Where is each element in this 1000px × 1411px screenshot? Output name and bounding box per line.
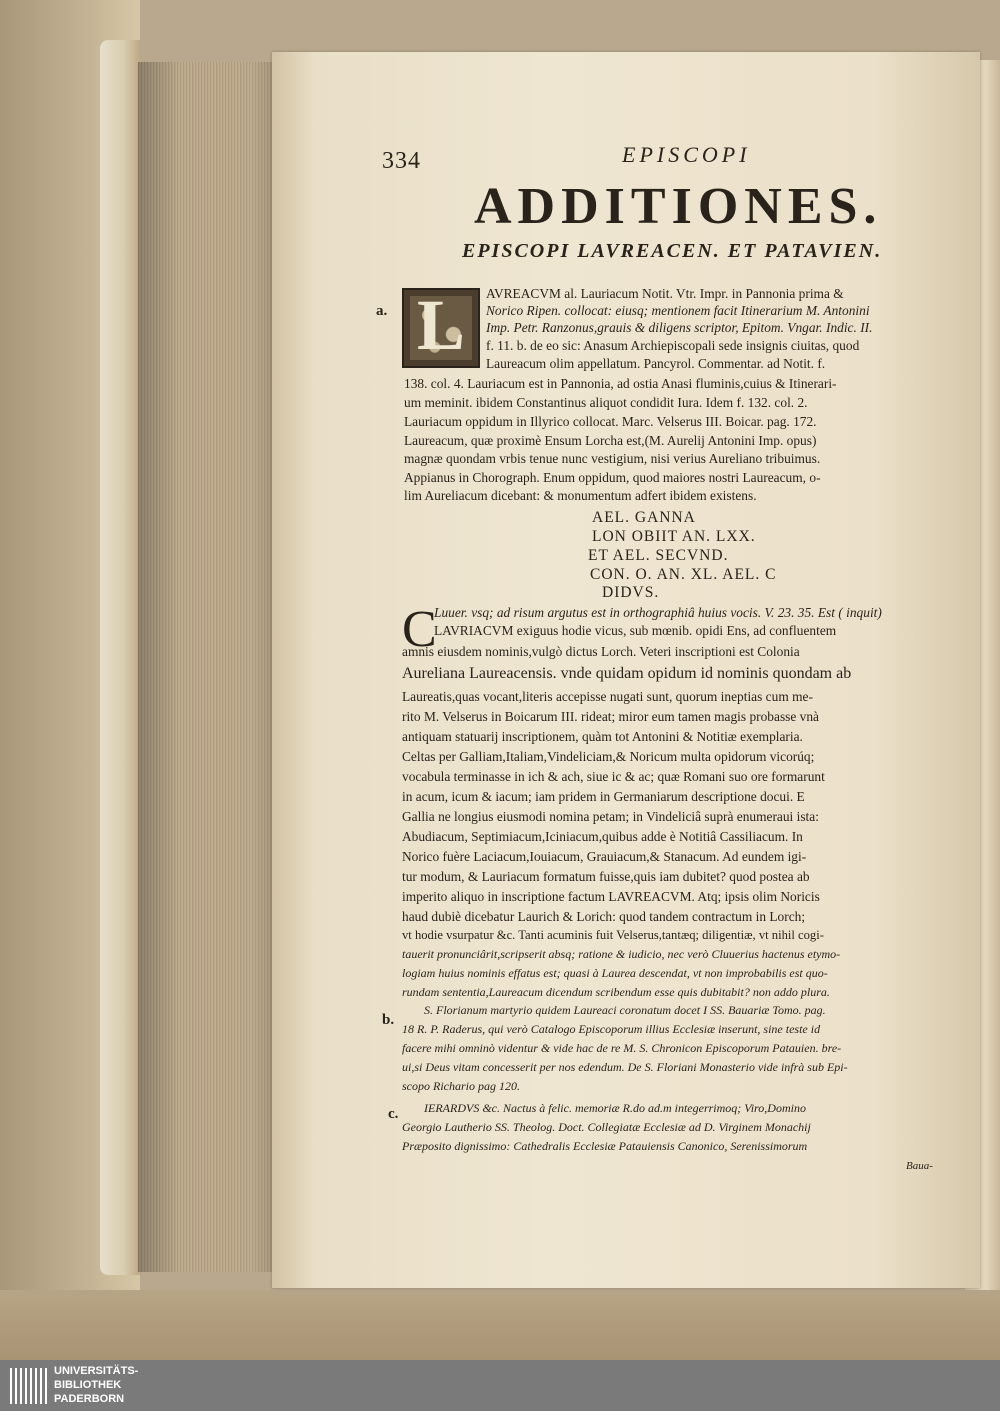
para-c-line: tur modum, & Lauriacum formatum fuisse,quis iam dubitet? quod postea ab bbox=[402, 869, 810, 884]
inscription-line: ET AEL. SECVND. bbox=[588, 547, 729, 564]
catchword: Baua- bbox=[906, 1160, 933, 1172]
margin-note-a: a. bbox=[376, 303, 388, 319]
para-c2-line: Georgio Lautherio SS. Theolog. Doct. Collegiatæ Ecclesiæ ad D. Virginem Monachij bbox=[402, 1120, 811, 1134]
inscription-line: DIDVS. bbox=[602, 584, 660, 601]
para-c2-line: Præposito dignissimo: Cathedralis Ecclesiæ Patauiensis Canonico, Serenissimorum bbox=[402, 1139, 808, 1153]
page-stack-edge bbox=[138, 62, 280, 1272]
para-c2-line: IERARDVS &c. Nactus à felic. memoriæ R.do ad.m integerrimoq; Viro,Domino bbox=[424, 1101, 806, 1115]
para-c-line: in acum, icum & iacum; iam pridem in Germaniarum descriptione docui. E bbox=[402, 789, 805, 804]
para-a-line: Laureacum, quæ proximè Ensum Lorcha est,(M. Aurelij Antonini Imp. opus) bbox=[404, 433, 817, 448]
para-a-line: Norico Ripen. collocat: eiusq; mentionem facit Itinerarium M. Antonini bbox=[486, 303, 870, 318]
para-c-line: Luuer. vsq; ad risum argutus est in orthographiâ huius vocis. V. 23. 35. Est ( inquit) bbox=[434, 605, 882, 620]
para-a-line: um meminit. ibidem Constantinus aliquot condidit Iura. Idem f. 132. col. 2. bbox=[404, 395, 808, 410]
para-a-line: AVREACVM al. Lauriacum Notit. Vtr. Impr. in Pannonia prima & bbox=[486, 286, 844, 301]
decorated-initial bbox=[402, 285, 480, 368]
para-b-line: facere mihi omninò videntur & vide hac de re M. S. Chronicon Episcoporum Patauien. bre- bbox=[402, 1041, 842, 1055]
scan-bottom-background bbox=[0, 1290, 1000, 1360]
para-c-line: amnis eiusdem nominis,vulgò dictus Lorch. Veteri inscriptioni est Colonia bbox=[402, 644, 800, 659]
para-c-line: Laureatis,quas vocant,literis accepisse nugati sunt, quorum ineptias cum me- bbox=[402, 689, 813, 704]
para-a-line: magnæ quondam vrbis tenue nunc vestigium, nisi verius Aureliano tribuimus. bbox=[404, 451, 821, 466]
para-c-line: Celtas per Galliam,Italiam,Vindeliciam,& Noricum multa opidorum vicorúq; bbox=[402, 749, 815, 764]
para-c-line: antiquam statuarij inscriptionem, quàm tot Antonini & Notitiæ exemplaria. bbox=[402, 729, 803, 744]
para-a-line: Appianus in Chorograph. Enum oppidum, quod maiores nostri Laureacum, o- bbox=[404, 470, 821, 485]
para-c-line: vt hodie vsurpatur &c. Tanti acuminis fuit Velserus,tantæq; diligentiæ, vt nihil cogi- bbox=[402, 928, 824, 942]
para-a-line: Laureacum olim appellatum. Pancyrol. Commentar. ad Notit. f. bbox=[486, 356, 826, 371]
para-c-line: LAVRIACVM exiguus hodie vicus, sub mœnib. opidi Ens, ad confluentem bbox=[434, 623, 837, 638]
library-name-line: PADERBORN bbox=[54, 1393, 125, 1405]
para-b-line: scopo Richario pag 120. bbox=[402, 1079, 520, 1093]
library-name bbox=[54, 1364, 138, 1406]
para-a-line: 138. col. 4. Lauriacum est in Pannonia, ad ostia Anasi fluminis,cuius & Itinerari- bbox=[404, 376, 837, 391]
book-cover-edge bbox=[100, 40, 140, 1275]
page-subtitle: EPISCOPI LAVREACEN. ET PATAVIEN. bbox=[462, 240, 883, 262]
library-name-line: BIBLIOTHEK bbox=[54, 1379, 122, 1391]
decorated-initial-letter: L bbox=[416, 285, 466, 365]
library-name-line: UNIVERSITÄTS- bbox=[54, 1365, 139, 1377]
big-initial: C bbox=[402, 601, 437, 658]
inscription-line: CON. O. AN. XL. AEL. C bbox=[590, 566, 777, 583]
para-b-line: S. Florianum martyrio quidem Laureaci coronatum docet I SS. Bauariæ Tomo. pag. bbox=[424, 1003, 826, 1017]
para-a-line: Lauriacum oppidum in Illyrico collocat. Marc. Velserus III. Boicar. pag. 172. bbox=[404, 414, 817, 429]
running-head: EPISCOPI bbox=[622, 142, 751, 167]
para-c-line: Norico fuère Laciacum,Iouiacum, Grauiacum,& Stanacum. Ad eundem igi- bbox=[402, 849, 807, 864]
para-a-line: Imp. Petr. Ranzonus,grauis & diligens scriptor, Epitom. Vngar. Indic. II. bbox=[486, 320, 873, 335]
para-c-line: Aureliana Laureacensis. vnde quidam opidum id nominis quondam ab bbox=[402, 665, 852, 682]
para-c-line: Gallia ne longius eiusmodi nomina petam; in Vindeliciâ suprà enumeraui ista: bbox=[402, 809, 819, 824]
para-a-line: f. 11. b. de eo sic: Anasum Archiepiscopali sede insignis ciuitas, quod bbox=[486, 338, 860, 353]
page-title: ADDITIONES. bbox=[474, 178, 883, 235]
para-a-line: lim Aureliacum dicebant: & monumentum adfert ibidem existens. bbox=[404, 488, 757, 503]
para-c-line: haud dubiè dicebatur Laurich & Lorich: quod tandem contractum in Lorch; bbox=[402, 909, 806, 924]
para-b-line: 18 R. P. Raderus, qui verò Catalogo Episcoporum illius Ecclesiæ inserunt, sine teste id bbox=[402, 1022, 821, 1036]
para-c-line: rito M. Velserus in Boicarum III. rideat; miror eum tamen magis probasse vnà bbox=[402, 709, 819, 724]
para-c-line: vocabula terminasse in ich & ach, siue ic & ac; quæ Romani suo ore formarunt bbox=[402, 769, 825, 784]
margin-note-b: b. bbox=[382, 1012, 395, 1028]
para-c-line: Abudiacum, Septimiacum,Iciniacum,quibus adde è Notitiâ Cassiliacum. In bbox=[402, 829, 803, 844]
library-logo-icon bbox=[10, 1368, 48, 1404]
margin-note-c: c. bbox=[388, 1106, 399, 1122]
inscription-line: AEL. GANNA bbox=[592, 509, 696, 526]
para-c-line: logiam huius nominis effatus est; quasi à Laurea descendat, vt non improbabilis est quo- bbox=[402, 966, 828, 980]
para-c-line: tauerit pronunciârit,scripserit absq; ratione & iudicio, nec verò Cluuerius hactenus etymo- bbox=[402, 947, 841, 961]
para-c-line: imperito aliquo in inscriptione factum LAVREACVM. Atq; ipsis olim Noricis bbox=[402, 889, 820, 904]
para-b-line: ui,si Deus vitam concesserit per nos edendum. De S. Floriani Monasterio vide infrà sub Epi- bbox=[402, 1060, 848, 1074]
page-number: 334 bbox=[382, 148, 421, 174]
library-footer bbox=[0, 1360, 1000, 1411]
para-c-line: rundam sententia,Laureacum dicendum scribendum esse quis dubitabit? non addo plura. bbox=[402, 985, 830, 999]
inscription-line: LON OBIIT AN. LXX. bbox=[592, 528, 756, 545]
